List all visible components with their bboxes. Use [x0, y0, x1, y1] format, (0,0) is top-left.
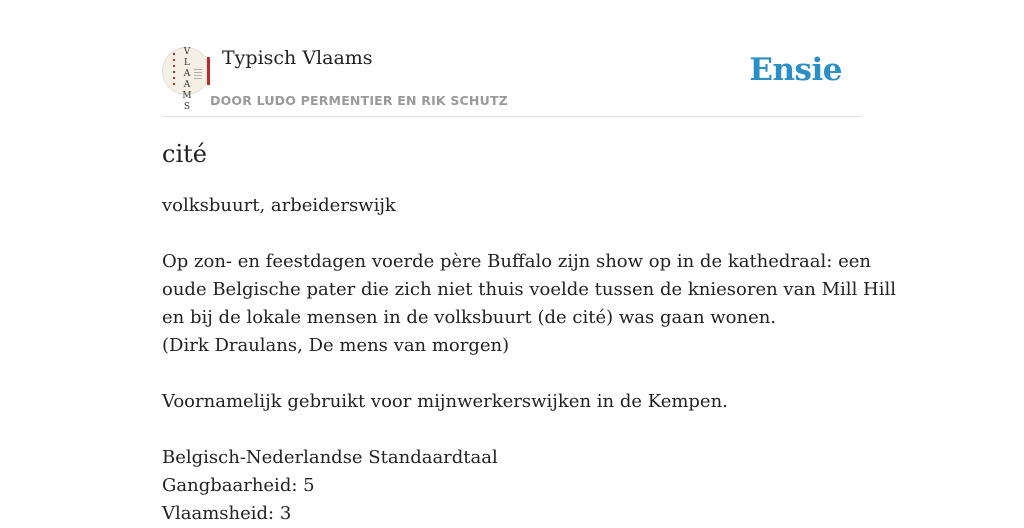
- entry-meta: [162, 444, 862, 528]
- entry-content: [162, 192, 897, 528]
- cover-text-lines: [194, 69, 202, 81]
- book-cover-thumbnail[interactable]: [162, 47, 210, 112]
- example-line: Op zon- en feestdagen voerde père Buffalo zijn show op in de kathedraal: een: [162, 251, 871, 272]
- cover-letter: V: [183, 47, 191, 57]
- entry-term: cité: [162, 140, 207, 168]
- book-authors: DOOR LUDO PERMENTIER EN RIK SCHUTZ: [210, 93, 508, 108]
- entry-definition: volksbuurt, arbeiderswijk: [162, 195, 396, 216]
- entry-note: Voornamelijk gebruikt voor mijnwerkerswijken in de Kempen.: [162, 391, 728, 412]
- example-source: (Dirk Draulans, De mens van morgen): [162, 335, 510, 356]
- book-title-link[interactable]: Typisch Vlaams: [222, 47, 373, 69]
- meta-vlaamsheid: Vlaamsheid: 3: [162, 503, 292, 524]
- example-line: oude Belgische pater die zich niet thuis voelde tussen de kniesoren van Mill Hill: [162, 279, 897, 300]
- cover-letter: L: [184, 58, 190, 68]
- cover-letter: M: [182, 91, 192, 101]
- meta-gangbaarheid: Gangbaarheid: 5: [162, 475, 315, 496]
- cover-letter: A: [183, 80, 191, 90]
- entry-example: [162, 248, 897, 360]
- cover-letter: S: [183, 102, 191, 112]
- cover-letters: [181, 47, 193, 113]
- cover-letter: A: [183, 69, 191, 79]
- meta-language: Belgisch-Nederlandse Standaardtaal: [162, 447, 498, 468]
- cover-spine: [207, 57, 210, 85]
- book-header: [162, 0, 862, 117]
- ensie-logo-link[interactable]: Ensie: [749, 52, 842, 88]
- cover-accent-mark: [173, 53, 175, 85]
- example-line: en bij de lokale mensen in de volksbuurt (de cité) was gaan wonen.: [162, 307, 777, 328]
